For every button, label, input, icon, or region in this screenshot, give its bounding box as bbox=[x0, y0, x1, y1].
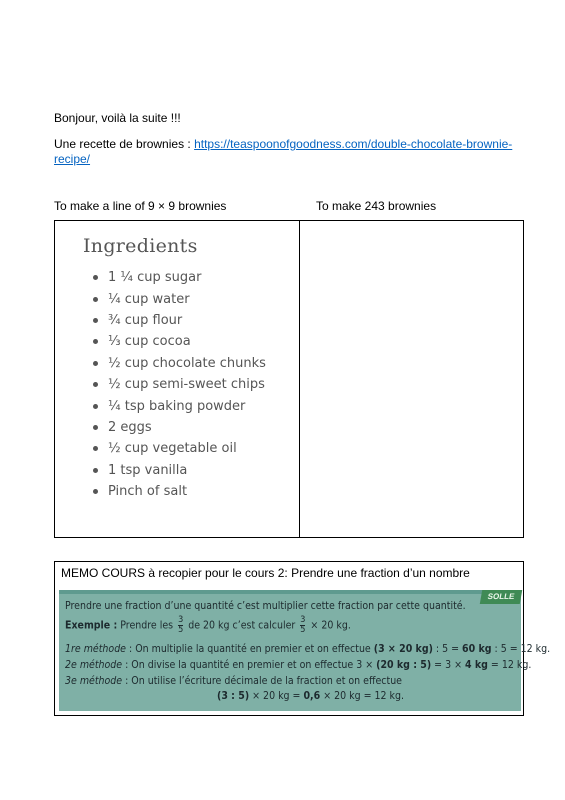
recipe-paragraph bbox=[54, 137, 512, 167]
memo-method-1: 1re méthode : On multiplie la quantité en premier et on effectue (3 × 20 kg) : 5 = 60 kg : 5 = 12 kg. bbox=[65, 643, 551, 655]
bullet-icon bbox=[93, 339, 98, 344]
list-item: ⅓ cup cocoa bbox=[83, 331, 266, 352]
col2-header: To make 243 brownies bbox=[316, 199, 437, 213]
corner-badge: SOLLE bbox=[480, 590, 522, 604]
fraction: $\frac{3}{5}$ bbox=[178, 615, 184, 635]
list-item: ¼ tsp baking powder bbox=[83, 395, 266, 416]
list-item: ½ cup chocolate chunks bbox=[83, 353, 266, 374]
bullet-icon bbox=[93, 404, 98, 409]
list-item: ½ cup semi-sweet chips bbox=[83, 374, 266, 395]
table-divider bbox=[299, 221, 300, 537]
bullet-icon bbox=[93, 318, 98, 323]
recipe-prefix: Une recette de brownies : bbox=[54, 137, 195, 151]
greeting-text: Bonjour, voilà la suite !!! bbox=[54, 111, 181, 125]
list-item: 1 tsp vanilla bbox=[83, 460, 266, 481]
recipe-table bbox=[54, 220, 524, 538]
memo-example: Exemple : Prendre les $\frac{3}{5}$ de 20 kg c’est calculer $\frac{3}{5}$ × 20 kg. bbox=[65, 615, 351, 635]
ingredients-list bbox=[83, 267, 266, 502]
memo-title: MEMO COURS à recopier pour le cours 2: Prendre une fraction d’un nombre bbox=[61, 566, 470, 580]
bullet-icon bbox=[93, 275, 98, 280]
ingredients-title: Ingredients bbox=[83, 235, 198, 257]
memo-method-3: 3e méthode : On utilise l’écriture décimale de la fraction et on effectue bbox=[65, 675, 402, 687]
list-item: ¼ cup water bbox=[83, 288, 266, 309]
bullet-icon bbox=[93, 446, 98, 451]
list-item: Pinch of salt bbox=[83, 481, 266, 502]
col1-header: To make a line of 9 × 9 brownies bbox=[54, 199, 227, 213]
bullet-icon bbox=[93, 297, 98, 302]
bullet-icon bbox=[93, 489, 98, 494]
memo-line-1: Prendre une fraction d’une quantité c’est multiplier cette fraction par cette quantité. bbox=[65, 600, 466, 612]
fraction: $\frac{3}{5}$ bbox=[300, 615, 306, 635]
bullet-icon bbox=[93, 468, 98, 473]
list-item: 2 eggs bbox=[83, 417, 266, 438]
recipe-link-line1[interactable]: https://teaspoonofgoodness.com/double-chocolate-brownie- bbox=[194, 137, 513, 151]
memo-method-2: 2e méthode : On divise la quantité en premier et on effectue 3 × (20 kg : 5) = 3 × 4 kg = 12 kg. bbox=[65, 659, 532, 671]
memo-photo bbox=[59, 590, 551, 711]
bullet-icon bbox=[93, 382, 98, 387]
list-item: ¾ cup flour bbox=[83, 310, 266, 331]
bullet-icon bbox=[93, 361, 98, 366]
list-item: 1 ¼ cup sugar bbox=[83, 267, 266, 288]
recipe-link-line2[interactable]: recipe/ bbox=[54, 152, 91, 166]
list-item: ½ cup vegetable oil bbox=[83, 438, 266, 459]
ingredients-card bbox=[83, 235, 266, 502]
memo-method-3-calc: (3 : 5) × 20 kg = 0,6 × 20 kg = 12 kg. bbox=[217, 690, 405, 702]
photo-top-band bbox=[59, 590, 521, 594]
memo-box bbox=[54, 561, 551, 716]
bullet-icon bbox=[93, 425, 98, 430]
